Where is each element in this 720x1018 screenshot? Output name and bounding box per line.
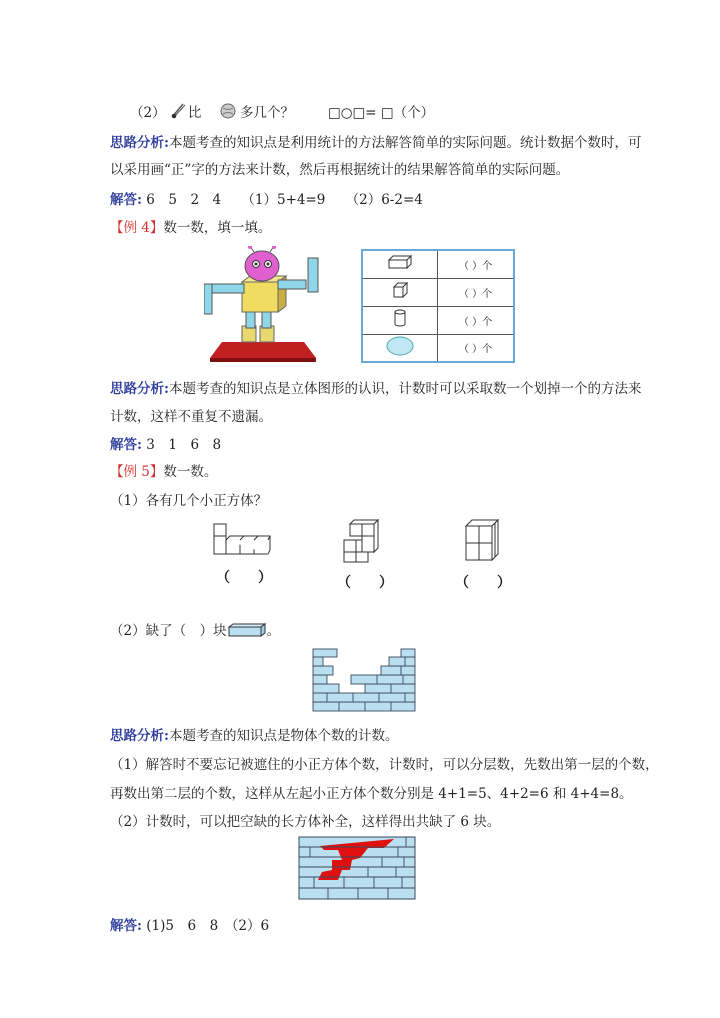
analysis-3-p2: （2）计数时，可以把空缺的长方体补全，这样得出共缺了 6 块。	[110, 814, 501, 830]
answer-label: 解答:	[110, 918, 142, 934]
answer-label: 解答:	[110, 437, 142, 453]
q2-bi: 比	[187, 105, 202, 121]
answer-label: 解答:	[110, 192, 142, 208]
q2-end: 。	[266, 623, 281, 639]
analysis-label: 思路分析:	[110, 728, 169, 744]
example-4-heading	[110, 216, 271, 236]
example-tag: 【例 5】	[110, 464, 164, 480]
analysis-label: 思路分析:	[110, 381, 169, 397]
example-text: 数一数。	[163, 464, 218, 480]
answer-text: 6 5 2 4 （1）5+4=9 （2）6-2=4	[146, 192, 423, 208]
brick-icon	[227, 623, 267, 637]
analysis-3-p1-line-2: 再数出第二层的个数，这样从左起小正方体个数分别是 4+1=5、4+2=6 和 4+4=8。	[110, 786, 633, 802]
count-blank[interactable]: （ ）个	[438, 334, 515, 362]
cube-stack-2	[342, 518, 382, 564]
analysis-1-line-2: 以采用画“正”字的方法来计数，然后再根据统计的结果解答简单的实际问题。	[110, 162, 570, 178]
cube-stack-3	[462, 518, 502, 564]
q2-prefix: （2）	[130, 105, 166, 121]
cell-cuboid	[362, 250, 438, 278]
blank-2[interactable]: （ ）	[337, 575, 393, 591]
count-blank[interactable]: （ ）个	[438, 306, 515, 334]
count-blank[interactable]: （ ）个	[438, 250, 515, 278]
answer-text: 3 1 6 8	[146, 437, 222, 453]
q2-text: （2）缺了（ ）块	[110, 623, 227, 639]
shape-count-table	[361, 249, 515, 363]
analysis-1-line-1	[110, 131, 641, 151]
analysis-text: 本题考查的知识点是物体个数的计数。	[168, 728, 399, 744]
q2-line	[130, 101, 294, 121]
example-5-heading	[110, 460, 217, 480]
brick-wall-filled	[298, 836, 416, 900]
blank-3[interactable]: （ ）	[455, 575, 511, 591]
brick-wall-missing	[311, 648, 417, 712]
cylinder-icon	[393, 309, 407, 327]
answer-2	[110, 433, 221, 453]
example-text: 数一数，填一填。	[163, 220, 272, 236]
blank-1[interactable]: （ ）	[216, 570, 272, 586]
robot-figure	[204, 246, 336, 364]
example-tag: 【例 4】	[110, 220, 164, 236]
analysis-2-line-1	[110, 377, 641, 397]
sphere-icon	[385, 336, 415, 356]
answer-text: (1)5 6 8 （2）6	[146, 918, 270, 934]
cell-sphere	[362, 334, 438, 362]
q2-suffix: 多几个？	[239, 105, 294, 121]
cube-stack-1	[212, 518, 272, 558]
analysis-2-line-2: 计数，这样不重复不遗漏。	[110, 409, 272, 425]
ball-icon	[220, 103, 236, 119]
example-5-q1: （1）各有几个小正方体？	[110, 493, 268, 509]
answer-1	[110, 188, 423, 208]
analysis-3-heading	[110, 724, 398, 744]
cuboid-icon	[387, 255, 413, 269]
cube-icon	[392, 282, 408, 298]
badminton-shuttlecock-icon	[170, 101, 188, 119]
analysis-3-p1-line-1: （1）解答时不要忘记被遮住的小正方体个数，计数时，可以分层数，先数出第一层的个数，	[110, 757, 659, 773]
answer-3	[110, 914, 269, 934]
analysis-text: 本题考查的知识点是立体图形的认识，计数时可以采取数一个划掉一个的方法来	[168, 381, 642, 397]
count-blank[interactable]: （ ）个	[438, 278, 515, 306]
cell-cube	[362, 278, 438, 306]
analysis-text: 本题考查的知识点是利用统计的方法解答简单的实际问题。统计数据个数时，可	[168, 135, 642, 151]
q2-formula: □○□= □（个）	[328, 105, 435, 121]
analysis-label: 思路分析:	[110, 135, 169, 151]
cell-cylinder	[362, 306, 438, 334]
example-5-q2	[110, 619, 280, 639]
